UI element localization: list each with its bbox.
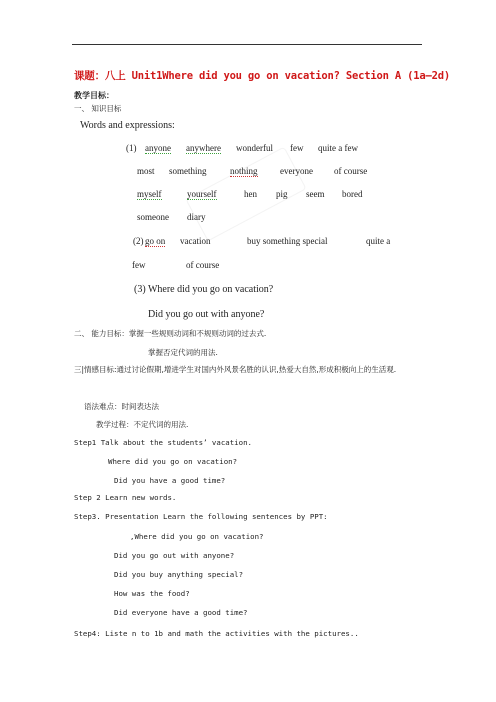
words-heading: Words and expressions: <box>80 120 175 131</box>
phrase: few <box>132 260 146 270</box>
sample-question-2: Did you go out with anyone? <box>148 309 265 320</box>
step1-question-2: Did you have a good time? <box>114 476 226 485</box>
word: pig <box>276 189 288 199</box>
list2-number: (2) <box>133 236 144 246</box>
step1-question-1: Where did you go on vacation? <box>108 457 238 466</box>
word: most <box>137 166 155 176</box>
word: someone <box>137 212 169 222</box>
word: everyone <box>280 166 313 176</box>
phrase: quite a <box>366 236 391 246</box>
word: anyone <box>145 143 171 153</box>
step3-sentence-1: ,Where did you go on vacation? <box>130 532 264 541</box>
phrase: buy something special <box>247 236 328 246</box>
word: bored <box>342 189 363 199</box>
word: nothing <box>230 166 258 176</box>
word: quite a few <box>318 143 358 153</box>
word: hen <box>244 189 257 199</box>
difficulty-line: 语法难点：时间表达法 <box>84 402 159 411</box>
phrase: of course <box>186 260 220 270</box>
word: anywhere <box>186 143 221 153</box>
header-rule <box>72 44 422 45</box>
ability-label: 二、 能力目标：掌握一些规则动词和不规则动词的过去式. <box>74 329 267 338</box>
process-line: 教学过程：不定代词的用法. <box>96 420 189 429</box>
phrase: vacation <box>180 236 211 246</box>
step3-sentence-5: Did everyone have a good time? <box>114 608 248 617</box>
list1-number: (1) <box>126 143 137 153</box>
word: myself <box>137 189 162 199</box>
step2: Step 2 Learn new words. <box>74 493 177 502</box>
ability-line-2: 掌握否定代词的用法. <box>148 348 218 357</box>
word: few <box>290 143 304 153</box>
step1: Step1 Talk about the students’ vacation. <box>74 438 252 447</box>
step3-sentence-3: Did you buy anything special? <box>114 570 244 579</box>
step4: Step4: Liste n to 1b and math the activities with the pictures.. <box>74 629 359 638</box>
word: yourself <box>187 189 217 199</box>
emotion-target: 三|情感目标:通过讨论假期,增进学生对国内外风景名胜的认识,热爱大自然,形成积极向上的生活观. <box>74 365 397 374</box>
knowledge-label: 一、 知识目标 <box>74 104 122 113</box>
step3: Step3. Presentation Learn the following sentences by PPT: <box>74 512 328 521</box>
step3-sentence-4: How was the food? <box>114 589 190 598</box>
word: wonderful <box>236 143 273 153</box>
word: seem <box>306 189 325 199</box>
phrase: go on <box>145 236 166 246</box>
objectives-heading: 教学目标： <box>74 91 114 100</box>
page-title: 课题：八上 Unit1Where did you go on vacation? Section A (1a—2d) <box>74 70 450 82</box>
sample-question-1: (3) Where did you go on vacation? <box>134 284 274 295</box>
step3-sentence-2: Did you go out with anyone? <box>114 551 235 560</box>
word: of course <box>334 166 368 176</box>
word: something <box>169 166 207 176</box>
word: diary <box>187 212 206 222</box>
